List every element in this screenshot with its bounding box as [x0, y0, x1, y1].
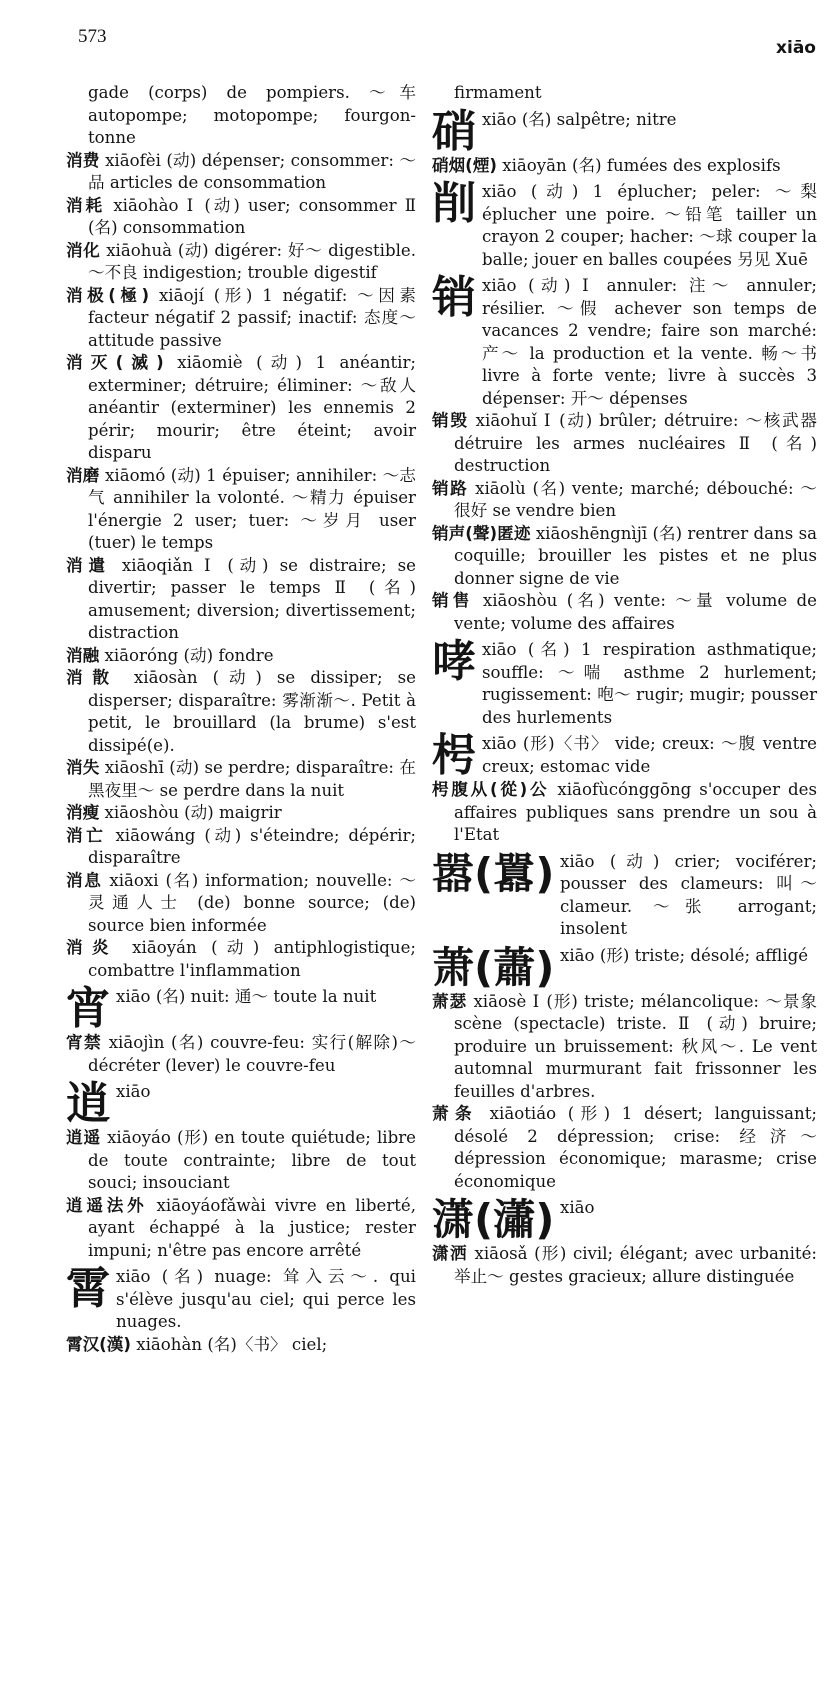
entry-headword: 消炎	[66, 938, 118, 957]
character-entry	[66, 1263, 416, 1334]
entry-headword: 销售	[432, 591, 474, 610]
character-definition: xiāo	[116, 1082, 151, 1101]
entry-headword: 逍遥法外	[66, 1195, 148, 1215]
entry-headword: 消息	[66, 870, 103, 890]
entry-headword: 逍遥	[66, 1128, 101, 1147]
entry-headword: 消费	[66, 150, 100, 170]
entry-headword: 硝烟(煙)	[432, 155, 497, 175]
character-entry	[432, 1197, 817, 1243]
entry-headword: 潇洒	[432, 1244, 468, 1263]
character-definition: xiāo (动) Ⅰ annuler: 注～ annuler; résilier. ～假 achever son temps de vacances 2 vendre; faire son marché: 产～ la production et la vente. 畅～书 livre à forte vente; livre à succès 3 dépenser: 开～ dépenses	[482, 276, 817, 408]
character-entry	[432, 272, 817, 410]
dictionary-entry	[66, 240, 416, 285]
dictionary-entry	[432, 410, 817, 478]
left-column	[66, 82, 416, 1356]
head-character: 嚣(囂)	[432, 848, 555, 898]
entry-headword: 消失	[66, 758, 100, 777]
entry-headword: 消耗	[66, 195, 106, 215]
entry-headword: 销路	[432, 478, 469, 498]
entry-definition: xiāotiáo (形) 1 désert; languissant; désolé 2 dépression; crise: 经济～ dépression économique; marasme; crise économique	[454, 1104, 818, 1191]
entry-definition: xiāomiè (动) 1 anéantir; exterminer; détruire; éliminer: ～敌人 anéantir (exterminer) les ennemis 2 périr; mourir; être éteint; avoir disparu	[88, 353, 417, 462]
dictionary-entry	[432, 1103, 817, 1193]
dictionary-entry	[66, 1195, 416, 1263]
entry-definition: xiāoyān (名) fumées des explosifs	[502, 155, 781, 175]
entry-definition: xiāofèi (动) dépenser; consommer: ～品 articles de consommation	[88, 150, 417, 192]
dictionary-entry	[66, 645, 416, 668]
dictionary-entry	[66, 937, 416, 982]
dictionary-entry	[66, 1334, 416, 1357]
entry-definition: xiāoshēngnìjī (名) rentrer dans sa coquille; brouiller les pistes et ne plus donner signe de vie	[454, 523, 817, 588]
dictionary-entry	[66, 555, 416, 645]
character-entry	[66, 1078, 416, 1129]
entry-definition: xiāoyáofǎwài vivre en liberté, ayant échappé à la justice; rester impuni; n'être pas encore arrêté	[88, 1195, 417, 1260]
entry-definition: xiāosè Ⅰ (形) triste; mélancolique: ～景象 scène (spectacle) triste. Ⅱ (动) bruire; produire un bruissement: 秋风～. Le vent automnal murmurant fait frissonner les feuilles d'arbres.	[454, 991, 818, 1101]
entry-definition: xiāoxi (名) information; nouvelle: ～灵通人士 (de) bonne source; (de) source bien informée	[88, 870, 417, 935]
dictionary-entry	[432, 779, 817, 847]
character-entry	[432, 178, 817, 271]
character-definition: xiāo (名) nuit: 通～ toute la nuit	[116, 987, 377, 1006]
entry-headword: 消极(極)	[66, 285, 150, 305]
entry-definition: xiāojìn (名) couvre-feu: 实行(解除)～ décréter (lever) le couvre-feu	[88, 1033, 417, 1075]
head-character: 哮	[432, 636, 476, 687]
entry-headword: 销声(聲)匿迹	[432, 523, 531, 543]
entry-definition: xiāoyáo (形) en toute quiétude; libre de toute contrainte; libre de tout souci; insouciant	[88, 1128, 416, 1192]
entry-headword: 消遣	[66, 555, 111, 575]
dictionary-entry	[66, 195, 416, 240]
character-entry	[432, 942, 817, 992]
character-definition: xiāo (名) salpêtre; nitre	[482, 109, 677, 129]
character-definition: xiāo (动) crier; vociférer; pousser des clameurs: 叫～ clameur. ～张 arrogant; insolent	[560, 851, 817, 938]
entry-definition: xiāohào Ⅰ (动) user; consommer Ⅱ (名) consommation	[88, 195, 417, 237]
character-definition: xiāo (形) triste; désolé; affligé	[560, 945, 809, 965]
dictionary-entry	[66, 825, 416, 870]
dictionary-entry	[66, 667, 416, 757]
dictionary-entry	[432, 991, 817, 1104]
entry-headword: 萧条	[432, 1104, 478, 1123]
dictionary-entry	[432, 1243, 817, 1288]
head-character: 潇(瀟)	[432, 1195, 555, 1244]
entry-continuation	[66, 82, 416, 150]
entry-headword: 霄汉(漢)	[66, 1334, 131, 1354]
entry-definition: xiāohuǐ Ⅰ (动) brûler; détruire: ～核武器 détruire les armes nucléaires Ⅱ (名) destruction	[454, 411, 817, 475]
character-definition: xiāo (形)〈书〉 vide; creux: ～腹 ventre creux; estomac vide	[482, 734, 817, 776]
dictionary-entry	[66, 757, 416, 802]
entry-definition: xiāosǎ (形) civil; élégant; avec urbanité: 举止～ gestes gracieux; allure distinguée	[454, 1244, 817, 1286]
entry-headword: 消融	[66, 645, 100, 665]
character-definition: xiāo	[560, 1198, 595, 1217]
dictionary-entry	[432, 590, 817, 635]
dictionary-entry	[432, 523, 817, 591]
entry-definition: xiāoyán (动) antiphlogistique; combattre l'inflammation	[88, 938, 416, 980]
head-character: 霄	[66, 1263, 110, 1314]
entry-definition: xiāoróng (动) fondre	[104, 645, 274, 665]
entry-definition: xiāojí (形) 1 négatif: ～因素 facteur négatif 2 passif; inactif: 态度～ attitude passive	[88, 285, 416, 350]
head-character: 萧(蕭)	[432, 942, 555, 992]
entry-definition: xiāowáng (动) s'éteindre; dépérir; disparaître	[88, 825, 417, 867]
entry-definition: xiāomó (动) 1 épuiser; annihiler: ～志气 annihiler la volonté. ～精力 épuiser l'énergie 2 user; tuer: ～岁月 user (tuer) le temps	[88, 465, 417, 552]
dictionary-entry	[66, 352, 416, 465]
entry-headword: 消亡	[66, 825, 107, 845]
character-entry	[432, 848, 817, 941]
entry-headword: 消散	[66, 668, 119, 687]
right-column	[432, 82, 817, 1288]
character-entry	[432, 636, 817, 729]
dictionary-entry	[432, 155, 817, 178]
head-character: 削	[432, 178, 476, 229]
entry-definition: xiāolù (名) vente; marché; débouché: ～很好 se vendre bien	[454, 478, 818, 520]
dictionary-entry	[66, 465, 416, 555]
entry-definition: xiāoshòu (动) maigrir	[104, 803, 282, 822]
running-head: xiāo	[776, 38, 816, 58]
entry-headword: 宵禁	[66, 1033, 102, 1052]
character-definition: xiāo (动) 1 éplucher; peler: ～梨 éplucher une poire. ～铅笔 tailler un crayon 2 couper; hacher: ～球 couper la balle; jouer en balles coupées 另见 Xuē	[482, 182, 817, 269]
dictionary-entry	[66, 1032, 416, 1077]
head-character: 枵	[432, 730, 476, 781]
entry-continuation	[432, 82, 817, 105]
head-character: 硝	[432, 105, 476, 157]
entry-headword: 销毁	[432, 411, 469, 430]
page-number: 573	[78, 26, 107, 47]
head-character: 宵	[66, 983, 110, 1034]
entry-definition: firmament	[454, 83, 542, 102]
dictionary-entry	[66, 870, 416, 938]
entry-definition: xiāohàn (名)〈书〉 ciel;	[136, 1334, 328, 1354]
dictionary-entry	[66, 285, 416, 353]
entry-headword: 消瘦	[66, 803, 100, 822]
entry-definition: xiāoshī (动) se perdre; disparaître: 在黑夜里～ se perdre dans la nuit	[88, 758, 416, 800]
dictionary-entry	[66, 150, 416, 195]
dictionary-entry	[432, 478, 817, 523]
entry-headword: 萧瑟	[432, 991, 468, 1011]
head-character: 销	[432, 272, 476, 323]
entry-headword: 消磨	[66, 465, 100, 485]
entry-definition: xiāohuà (动) digérer: 好～ digestible. ～不良 indigestion; trouble digestif	[88, 240, 416, 282]
entry-definition: xiāoshòu (名) vente: ～量 volume de vente; volume des affaires	[454, 591, 817, 633]
entry-headword: 消化	[66, 240, 101, 260]
character-entry	[432, 105, 817, 157]
character-entry	[432, 730, 817, 781]
entry-definition: xiāoqiǎn Ⅰ (动) se distraire; se divertir; passer le temps Ⅱ (名) amusement; diversion; divertissement; distraction	[88, 555, 416, 642]
character-definition: xiāo (名) nuage: 耸入云～. qui s'élève jusqu'au ciel; qui perce les nuages.	[116, 1267, 416, 1331]
head-character: 逍	[66, 1078, 110, 1129]
character-entry	[66, 983, 416, 1034]
entry-headword: 枵腹从(從)公	[432, 780, 550, 799]
character-definition: xiāo (名) 1 respiration asthmatique; souffle: ～喘 asthme 2 hurlement; rugissement: 咆～ rugir; mugir; pousser des hurlements	[482, 640, 817, 727]
dictionary-entry	[66, 802, 416, 825]
entry-definition: xiāofùcónggōng s'occuper des affaires publiques sans prendre un sou à l'Etat	[454, 780, 817, 844]
dictionary-entry	[66, 1127, 416, 1195]
entry-definition: gade (corps) de pompiers. ～车 autopompe; motopompe; fourgon-tonne	[88, 83, 416, 147]
entry-definition: xiāosàn (动) se dissiper; se disperser; disparaître: 雾渐渐～. Petit à petit, le brouillard (la brume) s'est dissipé(e).	[88, 668, 416, 755]
entry-headword: 消灭(滅)	[66, 353, 164, 372]
